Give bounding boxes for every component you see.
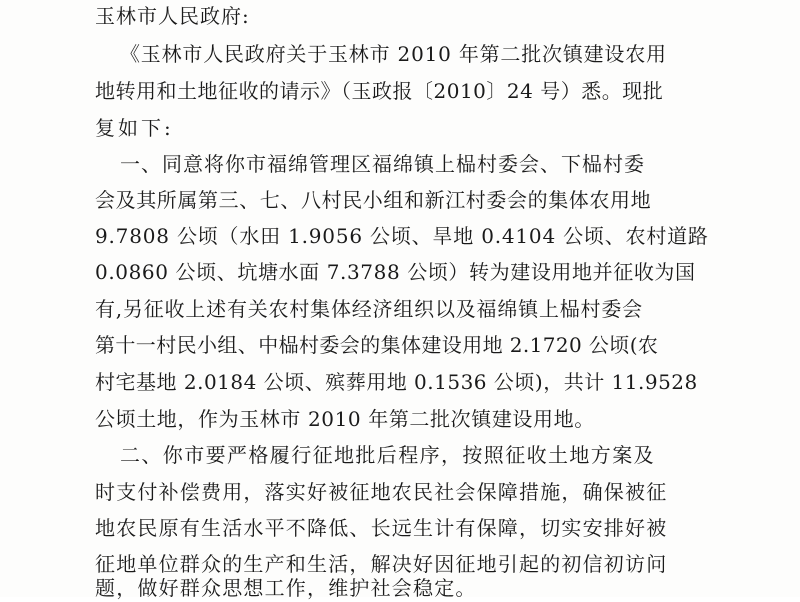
body-text-line: 复如下: bbox=[95, 116, 174, 140]
body-text-line: 地农民原有生活水平不降低、长远生计有保障，切实安排好被 bbox=[95, 516, 668, 540]
body-text-line: 0.0860 公顷、坑塘水面 7.3788 公顷）转为建设用地并征收为国 bbox=[95, 260, 696, 284]
body-text-line: 村宅基地 2.0184 公顷、殡葬用地 0.1536 公顷)，共计 11.9528 bbox=[95, 370, 698, 394]
body-text-line: 征地单位群众的生产和生活，解决好因征地引起的初信初访问 bbox=[95, 552, 668, 576]
body-text-line: 有,另征收上述有关农村集体经济组织以及福绵镇上榀村委会 bbox=[95, 297, 643, 321]
body-text-line: 二、你市要严格履行征地批后程序，按照征收土地方案及 bbox=[120, 443, 655, 467]
body-text-line: 9.7808 公顷（水田 1.9056 公顷、旱地 0.4104 公顷、农村道路 bbox=[95, 224, 709, 248]
body-text-line: 时支付补偿费用，落实好被征地农民社会保障措施，确保被征 bbox=[95, 480, 668, 504]
body-text-line: 第十一村民小组、中榀村委会的集体建设用地 2.1720 公顷(农 bbox=[95, 333, 659, 357]
body-text-line: 《玉林市人民政府关于玉林市 2010 年第二批次镇建设农用 bbox=[120, 42, 667, 66]
body-text-line: 题，做好群众思想工作，维护社会稳定。 bbox=[95, 576, 477, 600]
body-text-line: 地转用和土地征收的请示》（玉政报〔2010〕24 号）悉。现批 bbox=[95, 79, 664, 103]
body-text-line: 会及其所属第三、七、八村民小组和新江村委会的集体农用地 bbox=[95, 188, 652, 212]
body-text-line: 一、同意将你市福绵管理区福绵镇上榀村委会、下榀村委 bbox=[120, 152, 645, 176]
body-text-line: 公顷土地，作为玉林市 2010 年第二批次镇建设用地。 bbox=[95, 407, 595, 431]
addressee-line: 玉林市人民政府: bbox=[95, 4, 250, 28]
